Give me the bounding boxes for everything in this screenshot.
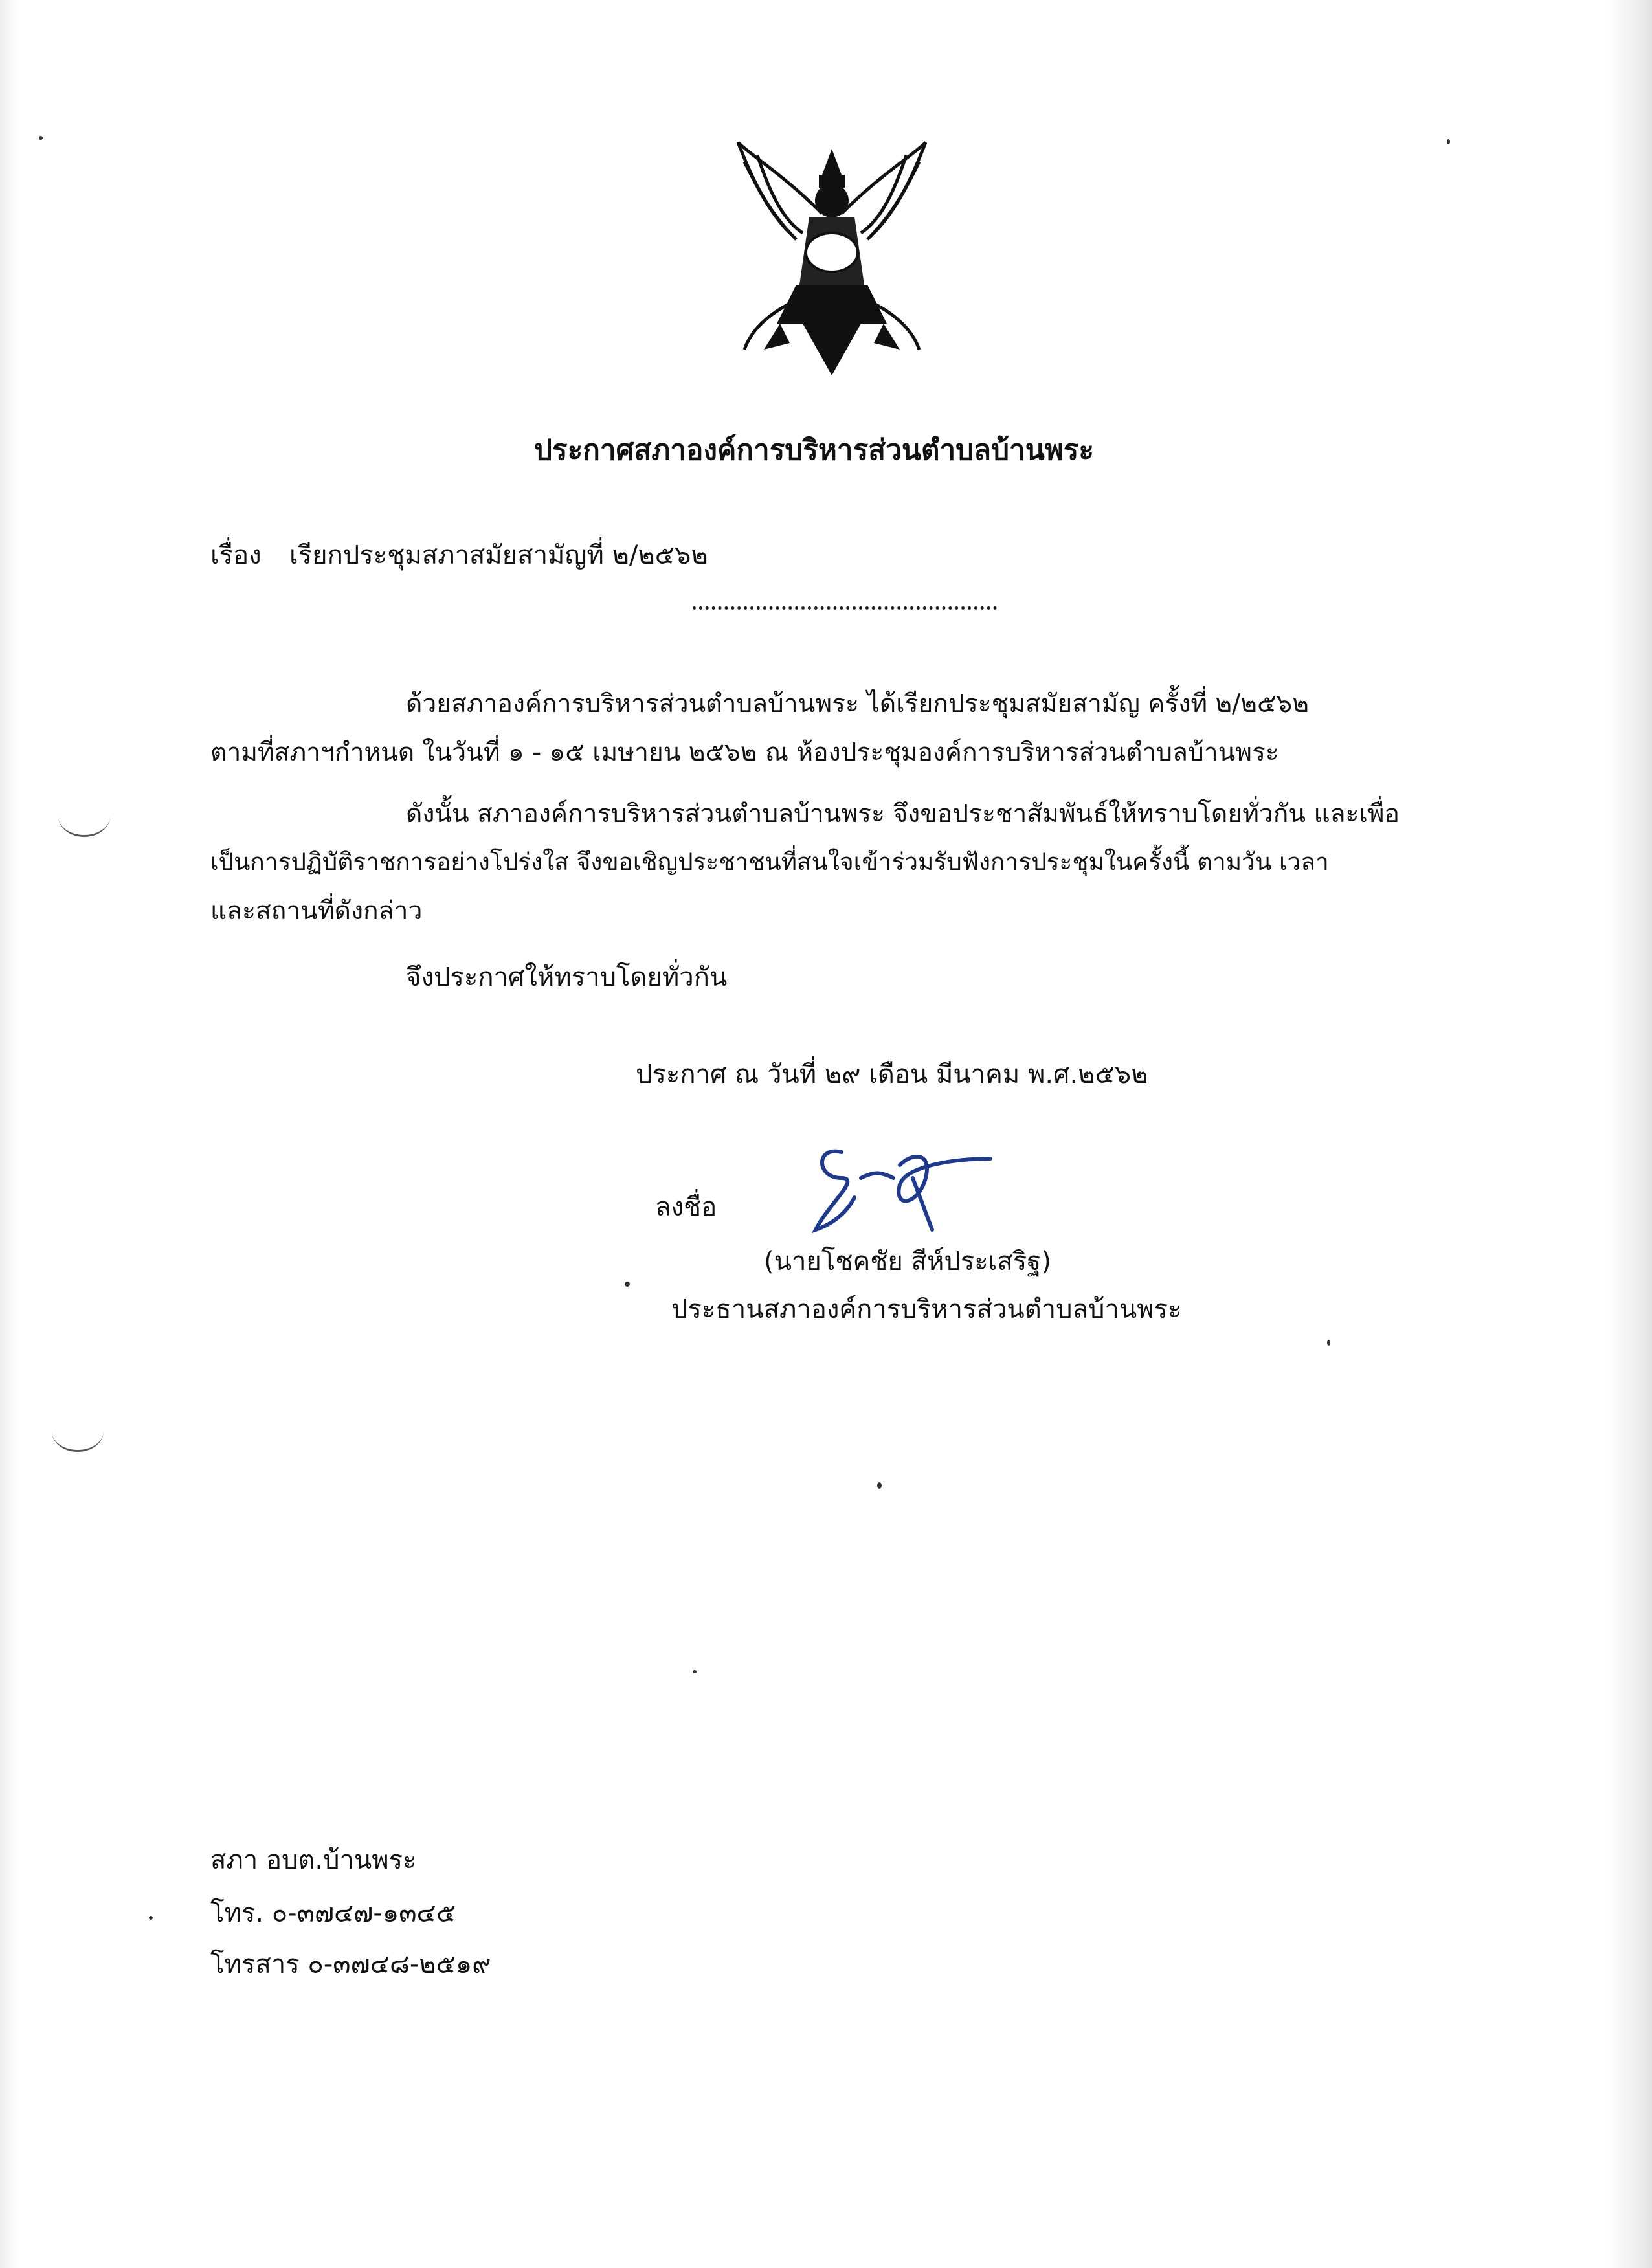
scan-speck	[39, 136, 43, 140]
dotted-separator	[693, 606, 997, 610]
scan-edge-left	[0, 0, 19, 2268]
footer-fax: โทรสาร ๐-๓๗๔๘-๒๕๑๙	[210, 1950, 491, 1979]
date-line: ประกาศ ณ วันที่ ๒๙ เดือน มีนาคม พ.ศ.๒๕๖๒	[636, 1060, 1148, 1089]
scan-speck	[877, 1482, 882, 1489]
footer-phone: โทร. ๐-๓๗๔๗-๑๓๔๕	[210, 1898, 456, 1928]
sign-label: ลงชื่อ	[655, 1192, 717, 1222]
scan-speck	[693, 1670, 697, 1673]
announcement-title: ประกาศสภาองค์การบริหารส่วนตำบลบ้านพระ	[534, 434, 1095, 467]
garuda-emblem-icon	[725, 136, 939, 382]
signer-name: (นายโชคชัย สีห์ประเสริฐ)	[764, 1247, 1051, 1276]
scan-speck	[625, 1282, 630, 1287]
scan-mark	[52, 1411, 104, 1452]
scan-speck	[149, 1916, 153, 1920]
paragraph2-line1: ดังนั้น สภาองค์การบริหารส่วนตำบลบ้านพระ จึงขอประชาสัมพันธ์ให้ทราบโดยทั่วกัน และเพื่อ	[406, 799, 1400, 828]
subject-text: เรียกประชุมสภาสมัยสามัญที่ ๒/๒๕๖๒	[289, 540, 708, 570]
handwritten-signature	[803, 1139, 997, 1243]
signer-position: ประธานสภาองค์การบริหารส่วนตำบลบ้านพระ	[671, 1295, 1182, 1324]
scan-speck	[1327, 1340, 1330, 1346]
paragraph2-line3: และสถานที่ดังกล่าว	[210, 896, 423, 926]
paragraph2-line2: เป็นการปฏิบัติราชการอย่างโปร่งใส จึงขอเชิญประชาชนที่สนใจเข้าร่วมรับฟังการประชุมในครั้งนี้ ตามวัน เวลา	[210, 848, 1329, 876]
subject-label: เรื่อง	[210, 540, 262, 570]
scan-speck	[1447, 139, 1450, 144]
closing-text: จึงประกาศให้ทราบโดยทั่วกัน	[406, 962, 728, 992]
footer-office: สภา อบต.บ้านพระ	[210, 1845, 417, 1875]
scan-edge-right	[1607, 0, 1652, 2268]
paragraph1-line1: ด้วยสภาองค์การบริหารส่วนตำบลบ้านพระ ได้เรียกประชุมสมัยสามัญ ครั้งที่ ๒/๒๕๖๒	[406, 689, 1309, 718]
scan-mark	[58, 796, 110, 837]
paragraph1-line2: ตามที่สภาฯกำหนด ในวันที่ ๑ - ๑๕ เมษายน ๒๕๖๒ ณ ห้องประชุมองค์การบริหารส่วนตำบลบ้านพระ	[210, 738, 1279, 767]
